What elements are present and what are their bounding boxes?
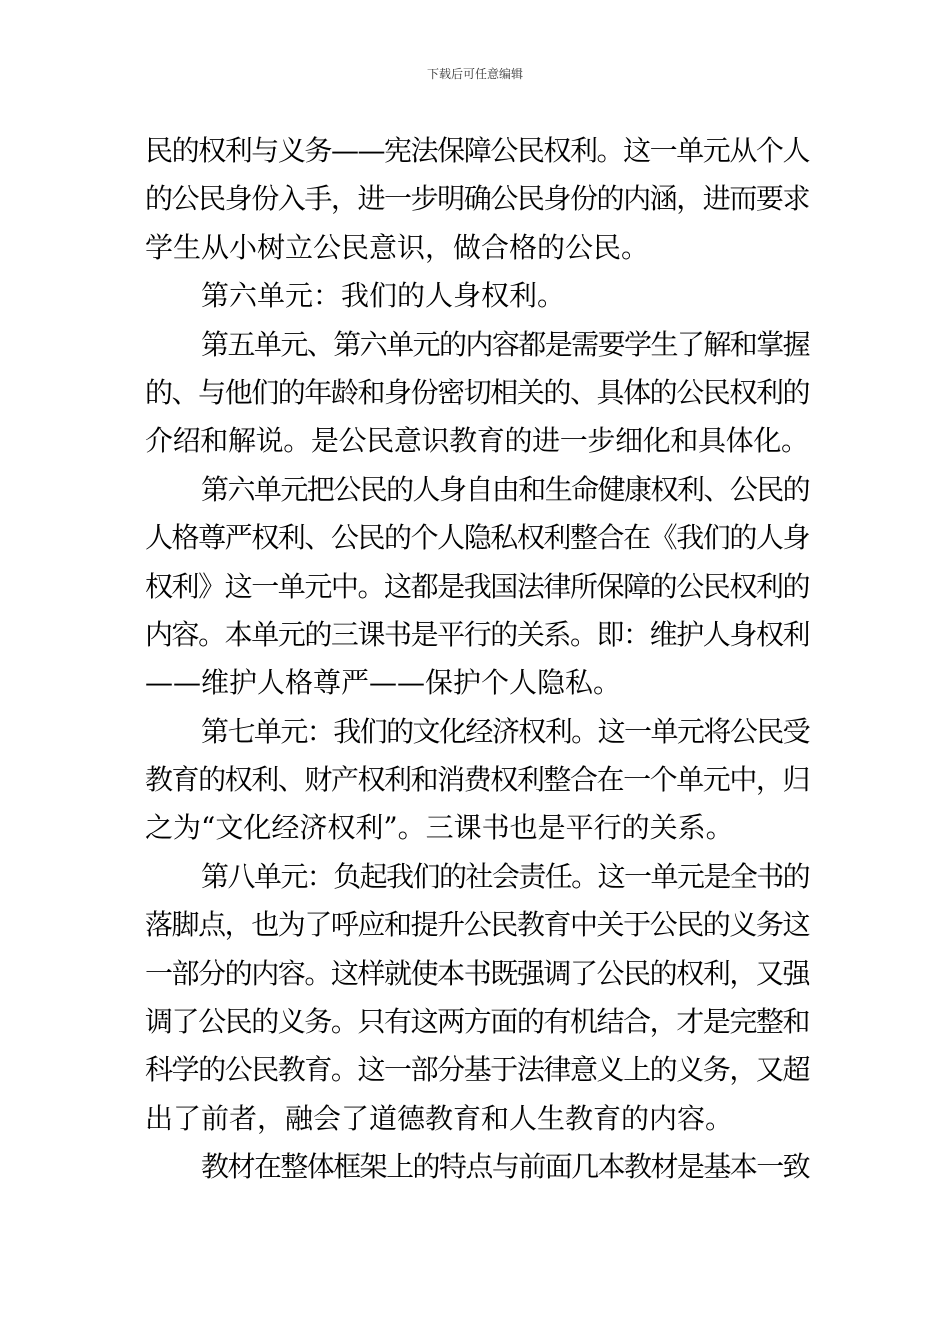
- text-line: ——维护人格尊严——保护个人隐私。: [145, 666, 622, 700]
- text-line: 之为“文化经济权利”。三课书也是平行的关系。: [145, 811, 734, 845]
- text-line: 调了公民的义务。只有这两方面的有机结合，才是完整和: [145, 1005, 809, 1039]
- text-line: 教育的权利、财产权利和消费权利整合在一个单元中，归: [145, 763, 809, 797]
- text-line: 的、与他们的年龄和身份密切相关的、具体的公民权利的: [145, 375, 809, 409]
- document-body: [145, 127, 809, 1192]
- text-line: 权利》这一单元中。这都是我国法律所保障的公民权利的: [145, 569, 809, 603]
- text-line: 介绍和解说。是公民意识教育的进一步细化和具体化。: [145, 424, 809, 458]
- text-line: 第六单元：我们的人身权利。: [201, 279, 566, 313]
- text-line: 出了前者，融会了道德教育和人生教育的内容。: [145, 1101, 734, 1135]
- text-line: 第七单元：我们的文化经济权利。这一单元将公民受: [201, 714, 809, 748]
- text-line: 科学的公民教育。这一部分基于法律意义上的义务，又超: [145, 1053, 809, 1087]
- text-line: 内容。本单元的三课书是平行的关系。即：维护人身权利: [145, 617, 809, 651]
- page-header: 下载后可任意编辑: [426, 67, 523, 81]
- text-line: 一部分的内容。这样就使本书既强调了公民的权利，又强: [145, 956, 809, 990]
- text-line: 落脚点，也为了呼应和提升公民教育中关于公民的义务这: [145, 908, 809, 942]
- text-line: 人格尊严权利、公民的个人隐私权利整合在《我们的人身: [145, 521, 809, 555]
- text-line: 学生从小树立公民意识，做合格的公民。: [145, 230, 650, 264]
- text-line: 的公民身份入手，进一步明确公民身份的内涵，进而要求: [145, 182, 809, 216]
- text-line: 第六单元把公民的人身自由和生命健康权利、公民的: [201, 472, 809, 506]
- text-line: 第五单元、第六单元的内容都是需要学生了解和掌握: [201, 327, 809, 361]
- text-line: 教材在整体框架上的特点与前面几本教材是基本一致: [201, 1150, 809, 1184]
- text-line: 第八单元：负起我们的社会责任。这一单元是全书的: [201, 859, 809, 893]
- text-line: 民的权利与义务——宪法保障公民权利。这一单元从个人: [145, 134, 809, 167]
